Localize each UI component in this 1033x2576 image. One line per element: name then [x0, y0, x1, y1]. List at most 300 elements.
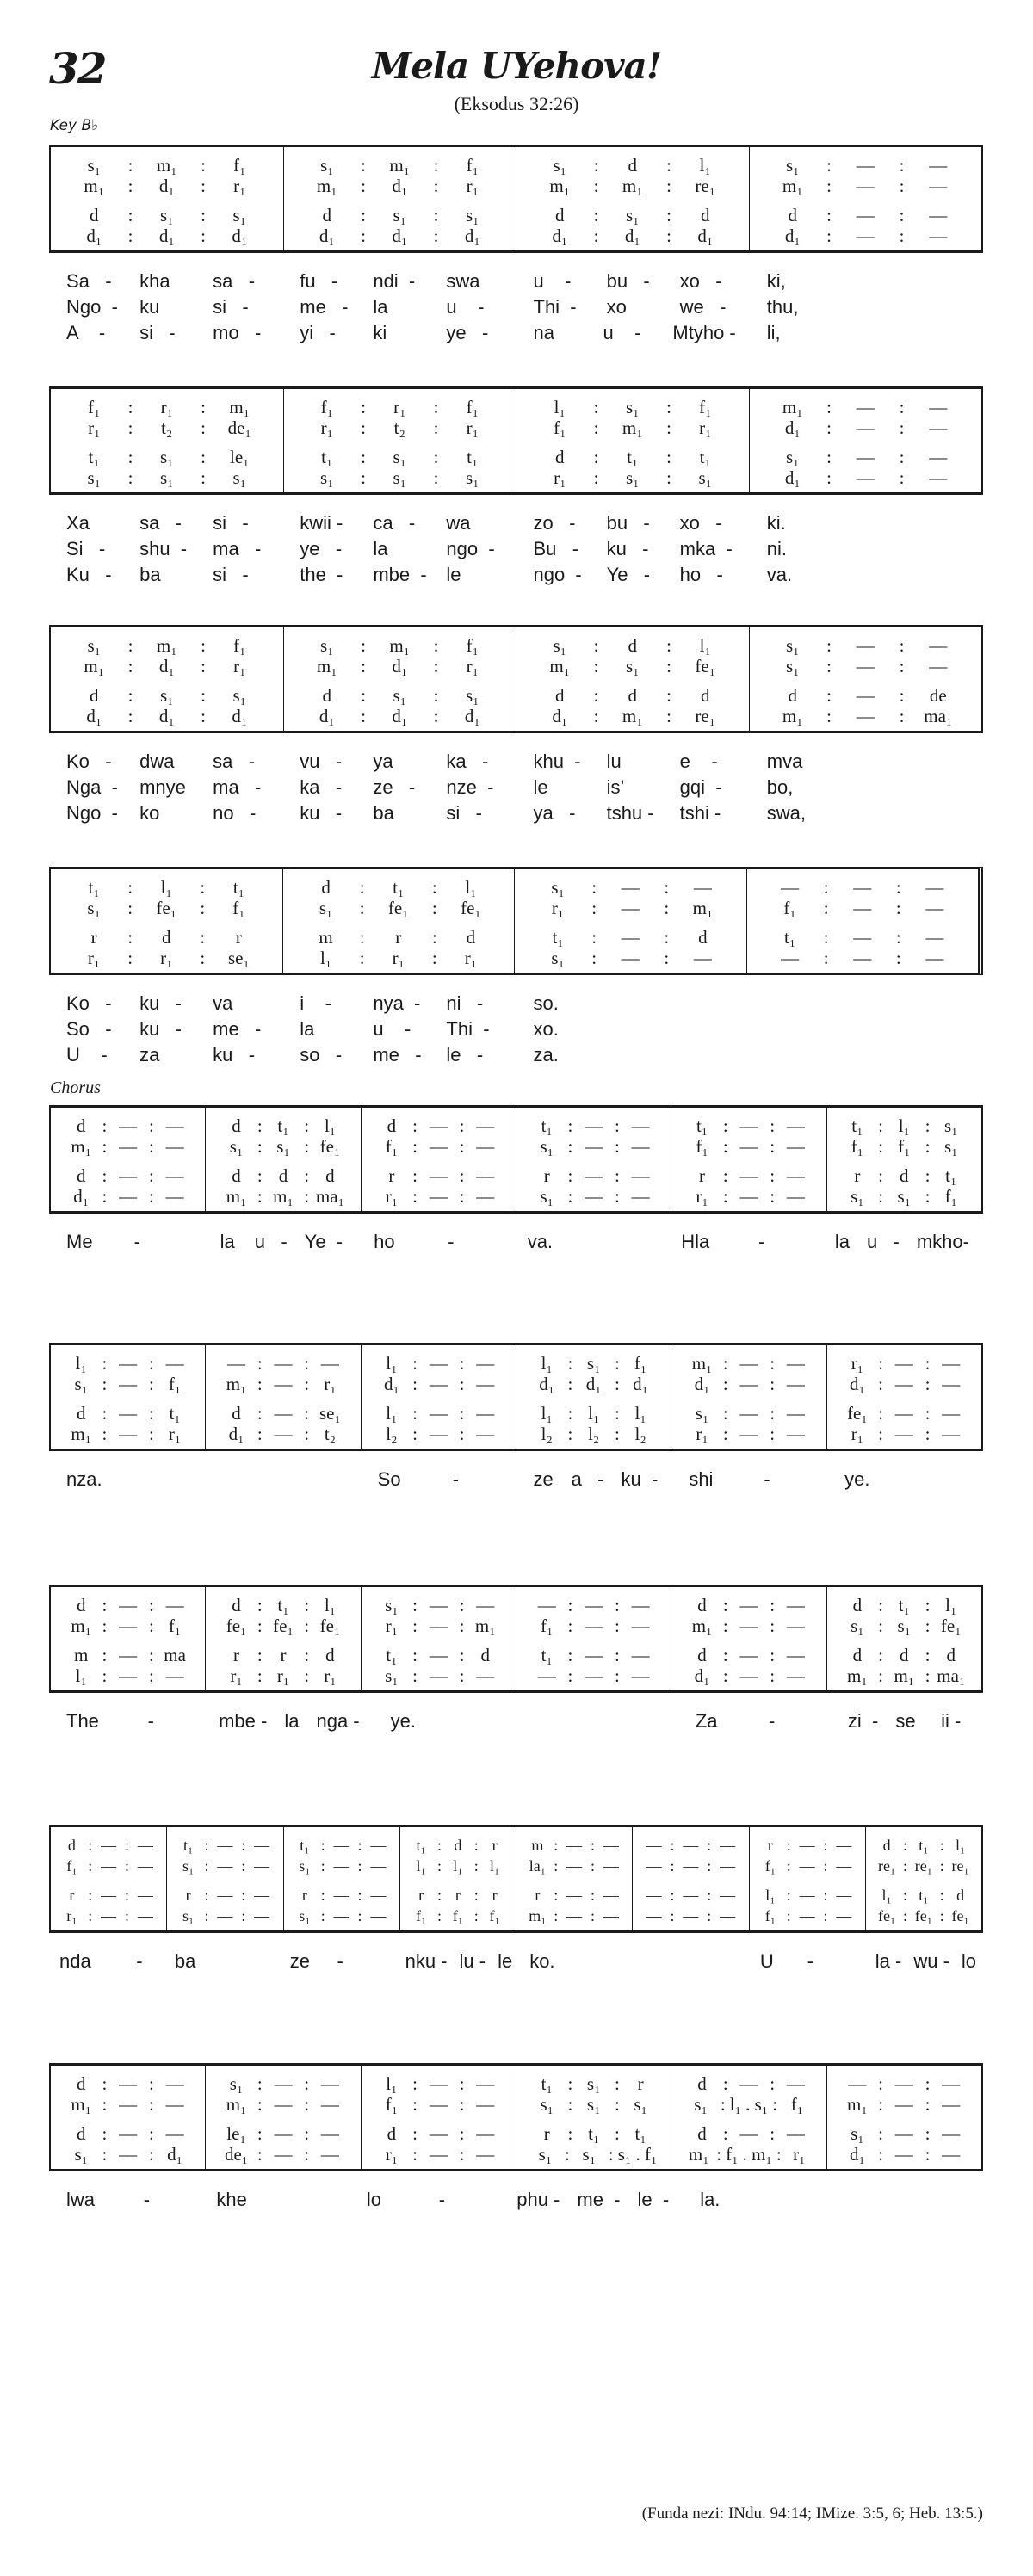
tenor-part: [174, 1886, 275, 1905]
beat-separator: [590, 657, 603, 676]
lyric-syllable: [837, 1044, 896, 1070]
note: r: [69, 1887, 75, 1904]
note: d: [325, 1645, 335, 1665]
note: t₁: [541, 1115, 553, 1136]
beat-separator: [821, 1836, 830, 1855]
bass-part: [757, 1906, 858, 1925]
beat-separator: [196, 398, 210, 417]
lyric-syllable: Mtyho -: [672, 322, 736, 343]
beat-separator: [356, 156, 370, 175]
note: ma₁: [924, 706, 953, 726]
lyric-syllable: U: [759, 1950, 774, 1972]
note: —: [429, 1595, 448, 1615]
note: r: [233, 1645, 240, 1665]
alto-part: [65, 176, 269, 195]
note: t₁: [541, 2073, 553, 2094]
note: —: [429, 1353, 448, 1374]
beat-separator: [719, 1596, 733, 1615]
beat-separator: [428, 878, 442, 897]
beat-separator: [719, 1116, 733, 1135]
beat-separator: [356, 206, 370, 225]
beat-separator: [253, 1404, 267, 1423]
note: s₁: [87, 635, 101, 656]
beat-separator: [610, 1596, 624, 1615]
score-system: [49, 1343, 983, 1451]
beat-separator: [610, 2124, 624, 2143]
note: d₁: [694, 1665, 710, 1686]
lyric-syllable: ko.: [529, 1950, 555, 1972]
beat-separator: [895, 448, 909, 466]
beat-separator: [319, 1856, 327, 1875]
beat-separator: [662, 156, 676, 175]
note: l₁: [554, 397, 566, 417]
lyric-syllable: la.: [700, 2189, 721, 2210]
note: d₁: [158, 656, 175, 676]
note: re₁: [695, 706, 716, 726]
lyric-syllable: shu -: [139, 538, 188, 559]
note: m₁: [691, 1353, 713, 1374]
beat-separator: [552, 1906, 560, 1925]
note: d: [701, 205, 710, 225]
beat-separator: [662, 418, 676, 437]
lyric-syllable: -: [727, 1231, 765, 1252]
note: —: [929, 176, 948, 196]
lyric-line: [49, 1468, 983, 1494]
beat-separator: [765, 2124, 779, 2143]
note: de₁: [224, 2144, 249, 2165]
beat-separator: [874, 1166, 888, 1185]
beat-separator: [590, 636, 603, 655]
note: d: [76, 2073, 86, 2094]
note: s₁: [851, 1615, 864, 1636]
beat-separator: [874, 1596, 888, 1615]
note: —: [101, 1857, 117, 1875]
beat-separator: [662, 636, 676, 655]
note: t₁: [88, 877, 100, 898]
beat-separator: [662, 206, 676, 225]
note: r₁: [276, 1665, 290, 1686]
lyric-syllable: [778, 1231, 804, 1257]
alto-part: [297, 899, 501, 917]
note: —: [585, 1665, 603, 1686]
beat-separator: [563, 2124, 577, 2143]
lyric-syllable: za.: [533, 1044, 559, 1066]
beat-separator: [455, 1596, 469, 1615]
beat-separator: [430, 156, 443, 175]
tenor-part: [65, 448, 269, 466]
note: —: [476, 2094, 495, 2115]
beat-separator: [472, 1856, 480, 1875]
bass-part: [407, 1906, 509, 1925]
alto-part: [375, 1374, 502, 1393]
beat-separator: [662, 448, 676, 466]
beat-separator: [719, 1666, 733, 1685]
beat-separator: [356, 928, 369, 947]
note: t₁: [321, 447, 333, 467]
beat-separator: [124, 156, 138, 175]
score-system: [49, 1825, 983, 1933]
lyric-syllable: ku -: [606, 538, 649, 559]
soprano-part: [220, 1596, 346, 1615]
tenor-part: [873, 1886, 974, 1905]
beat-separator: [921, 1187, 935, 1206]
note: r: [388, 1165, 395, 1186]
lyric-syllable: [678, 1950, 707, 1976]
bass-part: [530, 226, 735, 245]
beat-separator: [589, 1906, 597, 1925]
beat-separator: [563, 1354, 577, 1373]
note: —: [119, 1136, 138, 1157]
note: d₁: [464, 225, 480, 246]
bass-part: [65, 468, 269, 487]
note: f₁: [232, 898, 245, 918]
beat-separator: [124, 206, 138, 225]
note: d: [232, 1403, 241, 1424]
tenor-part: [65, 1166, 191, 1185]
note: —: [739, 1374, 758, 1394]
note: fe₁: [695, 656, 716, 676]
note: s₁: [551, 948, 565, 968]
beat-separator: [822, 707, 836, 726]
note: d₁: [158, 706, 175, 726]
measure: [749, 627, 982, 731]
beat-separator: [590, 156, 603, 175]
note: —: [739, 1403, 758, 1424]
note: —: [476, 2123, 495, 2144]
beat-separator: [86, 1836, 95, 1855]
beat-separator: [97, 2095, 111, 2114]
note: d: [480, 1645, 490, 1665]
note: r₁: [385, 2144, 399, 2165]
beat-separator: [300, 1166, 313, 1185]
beat-separator: [253, 1166, 267, 1185]
note: r: [455, 1887, 461, 1904]
beat-separator: [408, 1374, 422, 1393]
note: —: [683, 1857, 699, 1875]
note: —: [739, 1136, 758, 1157]
note: —: [476, 1665, 495, 1686]
note: f₁: [233, 155, 246, 176]
note: —: [274, 1374, 293, 1394]
note: m₁: [71, 1136, 92, 1157]
note: s₁: [319, 898, 333, 918]
note: d₁: [232, 225, 248, 246]
beat-separator: [937, 1906, 946, 1925]
tenor-part: [685, 2124, 812, 2143]
score-system: [49, 625, 983, 733]
note: m₁: [782, 706, 803, 726]
lyric-syllable: so.: [533, 992, 559, 1014]
lyric-syllable: [910, 322, 969, 348]
note: m₁: [622, 706, 643, 726]
note: r₁: [551, 898, 565, 918]
beat-separator: [765, 1616, 779, 1635]
lyric-syllable: ma -: [213, 538, 262, 559]
note: f₁: [452, 1907, 464, 1924]
note: —: [631, 1136, 650, 1157]
lyric-syllable: So: [377, 1468, 401, 1490]
lyric-syllable: le: [498, 1950, 513, 1972]
beat-separator: [253, 1424, 267, 1443]
lyric-syllable: wa: [446, 512, 471, 534]
alto-part: [764, 657, 968, 676]
beat-separator: [300, 1666, 313, 1685]
note: d₁: [158, 225, 175, 246]
lyric-syllable: wu -: [913, 1950, 949, 1972]
note: t₁: [386, 1645, 398, 1665]
lyric-syllable: [266, 1468, 300, 1494]
soprano-part: [841, 1596, 968, 1615]
lyric-syllable: Za: [695, 1710, 718, 1732]
measure: [865, 1827, 981, 1930]
note: f₁: [696, 1136, 708, 1157]
note: s₁: [786, 155, 800, 176]
note: —: [274, 2073, 293, 2094]
alto-part: [65, 1374, 191, 1393]
note: —: [217, 1907, 233, 1924]
bass-part: [375, 2145, 502, 2164]
note: —: [929, 467, 948, 488]
beat-separator: [86, 1856, 95, 1875]
beat-separator: [97, 1166, 111, 1185]
note: —: [856, 397, 875, 417]
beat-separator: [895, 468, 909, 487]
note: f₁: [634, 1353, 647, 1374]
beat-separator: [97, 1666, 111, 1685]
measure: [632, 1827, 748, 1930]
beat-separator: [822, 636, 836, 655]
note: —: [942, 2094, 961, 2115]
note: t₂: [324, 1424, 336, 1444]
lyric-syllable: [837, 1018, 896, 1044]
beat-separator: [300, 1354, 313, 1373]
lyric-syllable: me -: [577, 2189, 621, 2210]
alto-part: [529, 899, 733, 917]
measure: [516, 1827, 632, 1930]
lyric-syllable: mva: [766, 751, 803, 772]
beat-separator: [124, 707, 138, 726]
note: r: [185, 1887, 191, 1904]
beat-separator: [300, 1596, 313, 1615]
beat-separator: [430, 686, 443, 705]
note: —: [585, 1186, 603, 1207]
note: —: [739, 1615, 758, 1636]
lyrics-block: [49, 512, 983, 590]
note: —: [217, 1837, 233, 1854]
note: —: [429, 1424, 448, 1444]
beat-separator: [300, 1116, 313, 1135]
lyric-syllable: la: [300, 1018, 315, 1040]
beat-separator: [455, 2095, 469, 2114]
tenor-part: [530, 448, 735, 466]
beat-separator: [97, 1404, 111, 1423]
note: s₁: [553, 635, 566, 656]
lyric-syllable: [764, 1018, 823, 1044]
tenor-part: [291, 1886, 393, 1905]
note: —: [799, 1907, 815, 1924]
beat-separator: [765, 1187, 779, 1206]
note: d: [76, 1165, 86, 1186]
lyric-syllable: -: [115, 1710, 154, 1732]
beat-separator: [668, 1886, 677, 1905]
bass-part: [530, 2145, 657, 2164]
lyric-syllable: [837, 564, 896, 590]
note: t₁: [467, 447, 479, 467]
note: —: [683, 1837, 699, 1854]
bass-part: [685, 2145, 812, 2164]
bass-part: [220, 2145, 346, 2164]
lyric-syllable: ze: [289, 1950, 310, 1972]
lyric-syllable: nya -: [373, 992, 421, 1014]
lyric-syllable: -: [112, 2189, 151, 2210]
alto-part: [764, 176, 968, 195]
tenor-part: [375, 1646, 502, 1665]
lyric-syllable: ku -: [213, 1044, 256, 1066]
lyric-syllable: ni -: [446, 992, 484, 1014]
note: d₁: [784, 225, 801, 246]
beat-separator: [408, 1646, 422, 1665]
note: d₁: [849, 2144, 865, 2165]
lyric-syllable: la: [373, 296, 388, 318]
beat-separator: [253, 2124, 267, 2143]
note: s₁: [160, 205, 174, 225]
lyric-syllable: [764, 1044, 823, 1070]
beat-separator: [408, 1666, 422, 1685]
lyrics-block: [49, 1710, 983, 1736]
note: d: [697, 2073, 707, 2094]
note: —: [799, 1837, 815, 1854]
beat-separator: [895, 418, 909, 437]
note: t₁: [945, 1165, 957, 1186]
beat-separator: [937, 1836, 946, 1855]
alto-part: [65, 2095, 191, 2114]
lyric-syllable: [261, 2189, 291, 2215]
soprano-part: [375, 2074, 502, 2093]
tenor-part: [407, 1886, 509, 1905]
soprano-part: [65, 636, 269, 655]
note: —: [853, 877, 872, 898]
lyric-syllable: va.: [527, 1231, 554, 1252]
note: d: [852, 1595, 863, 1615]
note: —: [585, 1615, 603, 1636]
note: d: [628, 155, 637, 176]
beat-separator: [610, 1646, 624, 1665]
beat-separator: [455, 1166, 469, 1185]
note: s₁: [320, 155, 334, 176]
beat-separator: [821, 1856, 830, 1875]
tenor-part: [65, 206, 269, 225]
beat-separator: [921, 2095, 935, 2114]
beat-separator: [610, 1374, 624, 1393]
note: —: [165, 1115, 184, 1136]
beat-separator: [822, 468, 836, 487]
note: l₁ . s₁: [729, 2094, 769, 2115]
alto-part: [530, 2095, 657, 2114]
note: —: [848, 2073, 867, 2094]
beat-separator: [124, 226, 138, 245]
note: d: [956, 1887, 965, 1904]
note: —: [929, 656, 948, 676]
note: l₁: [699, 635, 711, 656]
note: m₁: [549, 176, 571, 196]
beat-separator: [563, 1666, 577, 1685]
note: —: [137, 1887, 153, 1904]
note: —: [566, 1907, 583, 1924]
note: l₁: [881, 1887, 892, 1904]
soprano-part: [65, 878, 269, 897]
lyric-line: [49, 1044, 983, 1070]
lyric-syllable: xo -: [679, 270, 722, 292]
note: s₁: [385, 1665, 399, 1686]
beat-separator: [901, 1856, 910, 1875]
lyric-syllable: la -: [875, 1950, 902, 1972]
bass-part: [58, 1906, 159, 1925]
note: —: [333, 1837, 349, 1854]
beat-separator: [253, 1116, 267, 1135]
lyric-syllable: [837, 270, 896, 296]
lyric-syllable: [585, 1710, 618, 1736]
lyric-line: [49, 270, 983, 296]
lyric-line: [49, 1231, 983, 1257]
measure: [516, 2066, 671, 2169]
beat-separator: [123, 1906, 132, 1925]
measure: [205, 2066, 360, 2169]
lyric-syllable: [892, 2189, 924, 2215]
lyrics-block: [49, 2189, 983, 2215]
lyric-syllable: [910, 1018, 969, 1044]
note: —: [786, 1403, 805, 1424]
beat-separator: [874, 2145, 888, 2164]
beat-separator: [921, 1166, 935, 1185]
lyric-line: [49, 322, 983, 348]
note: m₁: [622, 417, 643, 438]
soprano-part: [757, 1836, 858, 1855]
note: —: [476, 1403, 495, 1424]
beat-separator: [587, 878, 601, 897]
lyric-syllable: [837, 751, 896, 776]
note: m₁: [389, 635, 411, 656]
note: m₁: [474, 1615, 496, 1636]
measure: [51, 1587, 205, 1690]
beat-separator: [97, 1354, 111, 1373]
beat-separator: [430, 707, 443, 726]
note: fe₁: [226, 1615, 247, 1636]
beat-separator: [253, 1616, 267, 1635]
note: —: [894, 2073, 913, 2094]
beat-separator: [195, 878, 209, 897]
lyric-syllable: we -: [679, 296, 727, 318]
soprano-part: [375, 1596, 502, 1615]
alto-part: [65, 1137, 191, 1156]
note: ma₁: [315, 1186, 344, 1207]
note: l₁: [324, 1595, 336, 1615]
note: —: [566, 1837, 583, 1854]
note: —: [942, 2123, 961, 2144]
beat-separator: [319, 1836, 327, 1855]
lyric-line: [49, 1710, 983, 1736]
note: —: [429, 1615, 448, 1636]
lyric-syllable: [910, 564, 969, 590]
beat-separator: [300, 1646, 313, 1665]
tenor-part: [220, 1166, 346, 1185]
tenor-part: [640, 1886, 741, 1905]
beat-separator: [659, 899, 673, 917]
note: l₁: [489, 1857, 500, 1875]
note: t₁: [898, 1595, 910, 1615]
beat-separator: [472, 1906, 480, 1925]
note: r: [543, 1165, 550, 1186]
note: —: [836, 1887, 852, 1904]
